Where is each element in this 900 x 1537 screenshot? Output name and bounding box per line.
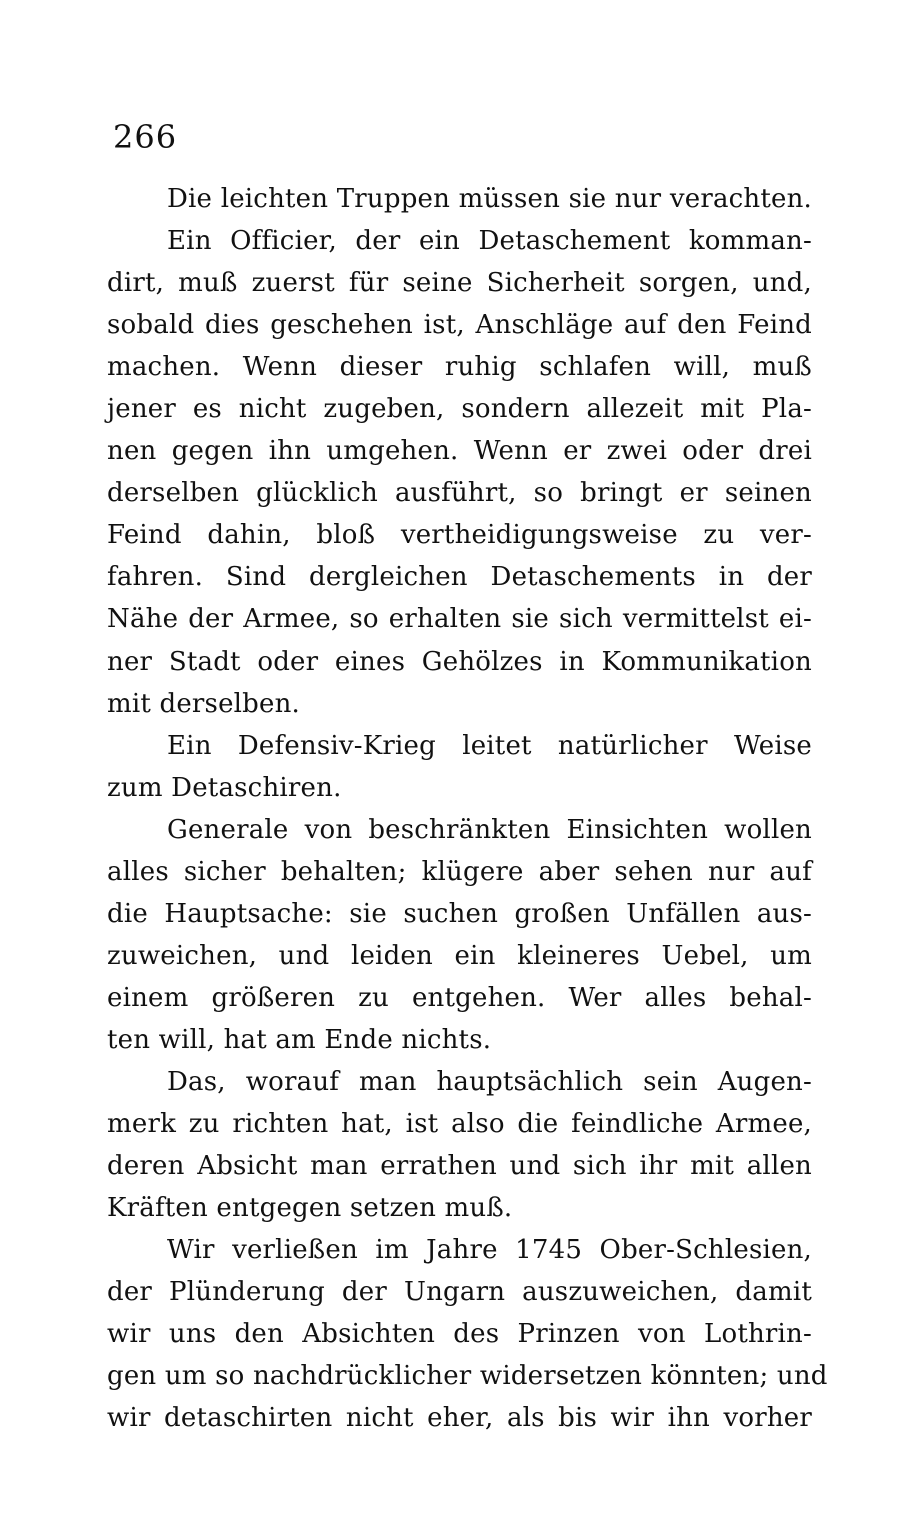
text-line: Feind dahin, bloß vertheidigungsweise zu ver- (107, 520, 812, 551)
text-line: die Hauptsache: sie suchen großen Unfällen aus- (107, 898, 812, 929)
text-line: ten will, hat am Ende nichts. (107, 1024, 492, 1055)
text-line: nen gegen ihn umgehen. Wenn er zwei oder drei (107, 436, 812, 467)
text-line: zuweichen, und leiden ein kleineres Uebel, um (107, 940, 812, 971)
text-line: fahren. Sind dergleichen Detaschements in der (107, 562, 812, 593)
text-line: der Plünderung der Ungarn auszuweichen, damit (107, 1277, 812, 1308)
text-line: Nähe der Armee, so erhalten sie sich vermittelst ei- (107, 604, 812, 635)
text-line: alles sicher behalten; klügere aber sehen nur auf (107, 856, 812, 887)
text-line: Generale von beschränkten Einsichten wollen (167, 814, 812, 845)
text-line: einem größeren zu entgehen. Wer alles behal- (107, 982, 812, 1013)
text-line: gen um so nachdrücklicher widersetzen könnten; und (107, 1361, 828, 1392)
text-line: Ein Defensiv-Krieg leitet natürlicher Weise (167, 730, 812, 761)
page-number: 266 (113, 118, 178, 156)
text-line: Ein Officier, der ein Detaschement komman- (167, 226, 812, 257)
text-line: mit derselben. (107, 688, 301, 719)
text-line: Die leichten Truppen müssen sie nur verachten. (167, 184, 812, 214)
text-line: derselben glücklich ausführt, so bringt er seinen (107, 478, 812, 509)
text-line: Kräften entgegen setzen muß. (107, 1193, 513, 1224)
body-text (107, 178, 828, 1439)
text-line: machen. Wenn dieser ruhig schlafen will, muß (107, 352, 812, 383)
text-line: ner Stadt oder eines Gehölzes in Kommunikation (107, 646, 812, 677)
text-line: zum Detaschiren. (107, 772, 342, 803)
text-line: sobald dies geschehen ist, Anschläge auf den Feind (107, 310, 812, 341)
text-line: jener es nicht zugeben, sondern allezeit mit Pla- (107, 394, 812, 425)
text-line: merk zu richten hat, ist also die feindliche Armee, (107, 1109, 812, 1140)
text-line: deren Absicht man errathen und sich ihr mit allen (107, 1151, 812, 1182)
text-line: wir detaschirten nicht eher, als bis wir ihn vorher (107, 1403, 812, 1434)
text-line: Wir verließen im Jahre 1745 Ober-Schlesien, (167, 1235, 812, 1266)
text-line: Das, worauf man hauptsächlich sein Augen- (167, 1066, 812, 1097)
text-line: wir uns den Absichten des Prinzen von Lothrin- (107, 1319, 812, 1350)
text-line: dirt, muß zuerst für seine Sicherheit sorgen, und, (107, 268, 812, 299)
